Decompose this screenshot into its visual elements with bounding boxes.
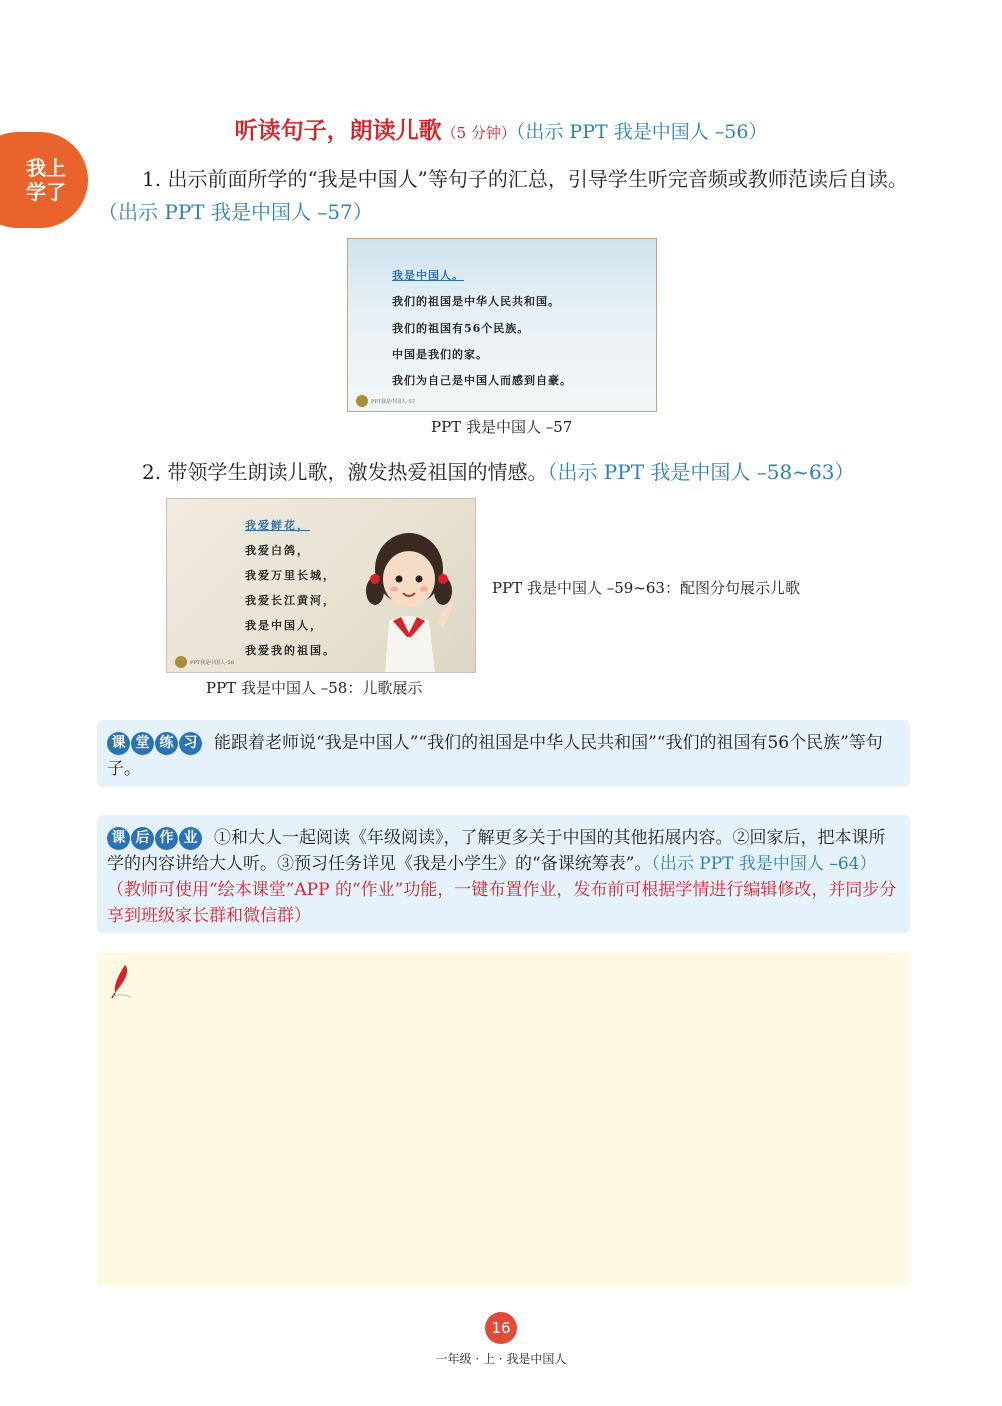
section-title (0, 112, 1002, 145)
homework-tag (107, 827, 202, 850)
page-footer: 一年级 · 上 · 我是中国人 (435, 1352, 567, 1366)
tag-char: 习 (179, 732, 202, 755)
title-ppt: （出示 PPT 我是中国人 –56） (515, 121, 768, 143)
slide2-line: 我爱万里长城， (245, 569, 336, 582)
homework-note: （教师可使用“绘本课堂”APP 的“作业”功能，一键布置作业，发布前可根据学情进行编辑修改，并同步分享到班级家长群和微信群） (107, 880, 897, 926)
ppt-slide-57 (347, 238, 657, 412)
slide1-footer-text: PPT我是中国人–57 (371, 398, 415, 405)
tag-char: 后 (131, 827, 154, 850)
step1-text: 1. 出示前面所学的“我是中国人”等句子的汇总，引导学生听完音频或教师范读后自读。 (142, 167, 908, 191)
step2-ppt: （出示 PPT 我是中国人 –58~63） (547, 460, 855, 484)
step2-text: 2. 带领学生朗读儿歌，激发热爱祖国的情感。 (142, 460, 548, 484)
tag-char: 业 (179, 827, 202, 850)
quill-pen-icon (107, 963, 133, 999)
homework-text: ①和大人一起阅读《年级阅读》，了解更多关于中国的其他拓展内容。②回家后，把本课所学的内容讲给大人听。③预习任务详见《我是小学生》的“备课统筹表”。 (107, 828, 886, 874)
practice-box (97, 720, 910, 787)
slide1-line: 中国是我们的家。 (392, 348, 488, 361)
title-main: 听读句子，朗读儿歌 (234, 118, 442, 144)
title-time: （5 分钟） (441, 124, 516, 142)
practice-tag (107, 732, 202, 755)
slide2-line: 我爱长江黄河， (245, 594, 336, 607)
slide2-footer (175, 656, 234, 668)
step1-ppt: （出示 PPT 我是中国人 –57） (98, 200, 373, 224)
section-badge (0, 132, 88, 228)
badge-line2: 学了 (26, 180, 66, 204)
slide1-line: 我们的祖国是中华人民共和国。 (392, 295, 560, 308)
slide2-line: 我爱我的祖国。 (245, 644, 336, 657)
slide2-line: 我爱鲜花， (245, 519, 310, 532)
step1-paragraph (98, 163, 910, 229)
step2-paragraph (98, 456, 910, 489)
slide2-footer-text: PPT我是中国人–58 (190, 659, 234, 666)
tag-char: 课 (107, 732, 130, 755)
tag-char: 作 (155, 827, 178, 850)
slide1-line: 我们的祖国有56个民族。 (392, 322, 530, 335)
girl-illustration (345, 517, 473, 673)
tag-char: 堂 (131, 732, 154, 755)
slide1-line: 我们为自己是中国人而感到自豪。 (392, 374, 572, 387)
publisher-logo-icon (356, 395, 368, 407)
practice-text: 能跟着老师说“我是中国人”“我们的祖国是中华人民共和国”“我们的祖国有56个民族”等句子。 (107, 733, 883, 779)
slide1-footer (356, 395, 415, 407)
badge-line1: 我上 (26, 156, 66, 180)
tag-char: 练 (155, 732, 178, 755)
caption-ppt-58: PPT 我是中国人 –58：儿歌展示 (206, 679, 423, 697)
caption-ppt-59-63: PPT 我是中国人 –59~63：配图分句展示儿歌 (492, 579, 800, 597)
publisher-logo-icon (175, 656, 187, 668)
homework-ppt: （出示 PPT 我是中国人 –64） (651, 854, 877, 874)
tag-char: 课 (107, 827, 130, 850)
notes-area[interactable] (97, 953, 910, 1286)
caption-ppt-57: PPT 我是中国人 –57 (431, 418, 573, 436)
slide2-line: 我爱白鸽， (245, 544, 310, 557)
homework-box (97, 815, 910, 933)
slide1-line: 我是中国人。 (392, 269, 464, 282)
ppt-slide-58 (166, 498, 476, 673)
page-number: 16 (485, 1312, 517, 1344)
slide2-line: 我是中国人， (245, 619, 323, 632)
